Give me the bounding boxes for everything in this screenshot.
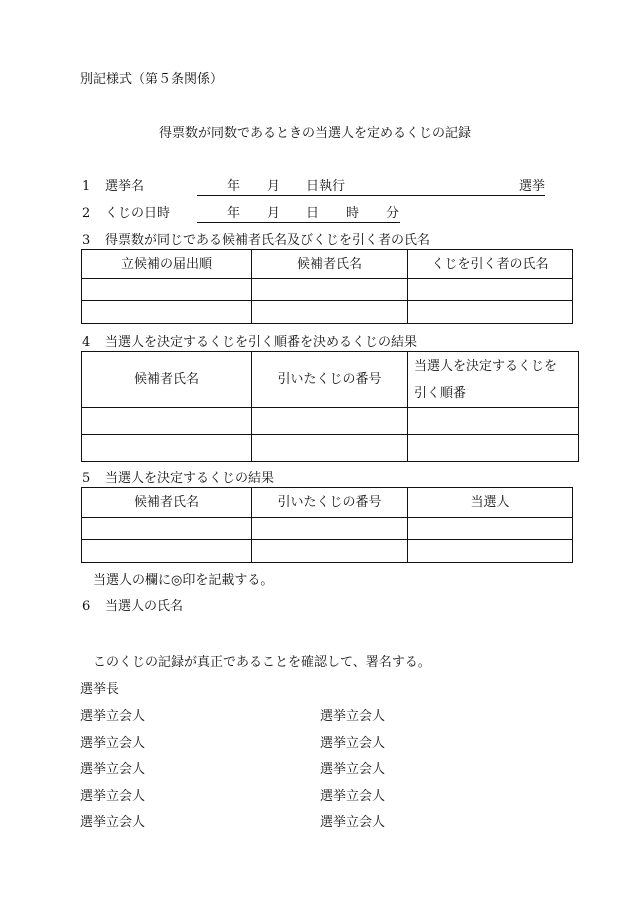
table-cell[interactable] xyxy=(252,435,408,462)
table-cell[interactable] xyxy=(408,301,573,324)
witness-label: 選挙立会人 xyxy=(320,762,386,777)
form-title: 得票数が同数であるときの当選人を定めるくじの記録 xyxy=(158,126,471,141)
table-header-cell: 引いたくじの番号 xyxy=(252,488,408,518)
item1-month: 月 xyxy=(267,179,281,194)
table-cell[interactable] xyxy=(82,301,252,324)
table-cell[interactable] xyxy=(82,540,252,563)
witness-label: 選挙立会人 xyxy=(80,709,146,724)
table-cell[interactable] xyxy=(252,540,408,563)
confirmation-statement: このくじの記録が真正であることを確認して、署名する。 xyxy=(93,655,431,670)
table-cell[interactable] xyxy=(408,435,579,462)
witness-label: 選挙立会人 xyxy=(320,788,386,804)
table-header-cell: くじを引く者の氏名 xyxy=(408,250,573,279)
witness-label: 選挙立会人 xyxy=(80,815,146,830)
item1-label: 選挙名 xyxy=(105,179,145,194)
table-cell[interactable] xyxy=(82,279,252,301)
item1-day-exec: 日執行 xyxy=(306,179,346,194)
witness-label: 選挙立会人 xyxy=(80,735,146,751)
table-cell[interactable] xyxy=(82,518,252,540)
lottery-result-table xyxy=(81,487,573,563)
item6-number: 6 xyxy=(82,599,91,614)
table-header-cell: 立候補の届出順 xyxy=(82,250,252,279)
item2-day: 日 xyxy=(306,206,320,221)
header-line-1: 当選人を決定するくじを xyxy=(414,358,558,374)
table-cell[interactable] xyxy=(408,408,579,435)
item6-label: 当選人の氏名 xyxy=(105,599,184,614)
item2-minute: 分 xyxy=(386,206,400,221)
item2-hour: 時 xyxy=(346,206,360,221)
table-header-cell: 候補者氏名 xyxy=(82,352,252,408)
table-cell[interactable] xyxy=(408,279,573,301)
table-header-row xyxy=(82,250,573,279)
witness-label: 選挙立会人 xyxy=(320,709,386,724)
item5-label: 当選人を決定するくじの結果 xyxy=(105,471,275,486)
item2-number: 2 xyxy=(82,206,91,221)
table-header-cell xyxy=(408,352,579,408)
form-reference: 別記様式（第５条関係） xyxy=(80,72,224,87)
item1-election: 選挙 xyxy=(519,179,546,194)
table-header-row xyxy=(82,488,573,518)
item5-number: 5 xyxy=(82,471,91,486)
table-header-cell: 候補者氏名 xyxy=(252,250,408,279)
table-cell[interactable] xyxy=(252,518,408,540)
item1-number: 1 xyxy=(82,179,91,194)
table-header-row xyxy=(82,352,579,408)
item1-year: 年 xyxy=(227,179,241,194)
table-cell[interactable] xyxy=(408,518,573,540)
item4-label: 当選人を決定するくじを引く順番を決めるくじの結果 xyxy=(105,335,418,350)
table-cell[interactable] xyxy=(82,435,252,462)
item2-month: 月 xyxy=(267,206,281,221)
item3-number: 3 xyxy=(82,233,91,248)
witness-label: 選挙立会人 xyxy=(80,762,146,777)
item2-label: くじの日時 xyxy=(105,206,171,221)
election-chairman-label: 選挙長 xyxy=(80,682,120,697)
table-cell[interactable] xyxy=(252,279,408,301)
table-row xyxy=(82,518,573,540)
table-row xyxy=(82,408,579,435)
item4-number: 4 xyxy=(82,335,91,350)
table-header-cell: 当選人 xyxy=(408,488,573,518)
witness-label: 選挙立会人 xyxy=(320,735,386,751)
item1-underline xyxy=(197,195,545,196)
item3-label: 得票数が同じである候補者氏名及びくじを引く者の氏名 xyxy=(105,233,431,248)
table-cell[interactable] xyxy=(82,408,252,435)
witness-label: 選挙立会人 xyxy=(80,788,146,804)
table-row xyxy=(82,540,573,563)
table-row xyxy=(82,279,573,301)
table-cell[interactable] xyxy=(408,540,573,563)
table-header-cell: 引いたくじの番号 xyxy=(252,352,408,408)
table-cell[interactable] xyxy=(252,408,408,435)
candidate-table xyxy=(81,249,573,324)
table-header-cell: 候補者氏名 xyxy=(82,488,252,518)
table-row xyxy=(82,435,579,462)
table-cell[interactable] xyxy=(252,301,408,324)
item2-year: 年 xyxy=(227,206,241,221)
witness-label: 選挙立会人 xyxy=(320,815,386,830)
draw-order-table xyxy=(81,351,579,462)
header-line-2: 引く順番 xyxy=(414,385,467,401)
item2-underline xyxy=(197,222,400,223)
table-row xyxy=(82,301,573,324)
winner-mark-note: 当選人の欄に◎印を記載する。 xyxy=(93,573,274,588)
